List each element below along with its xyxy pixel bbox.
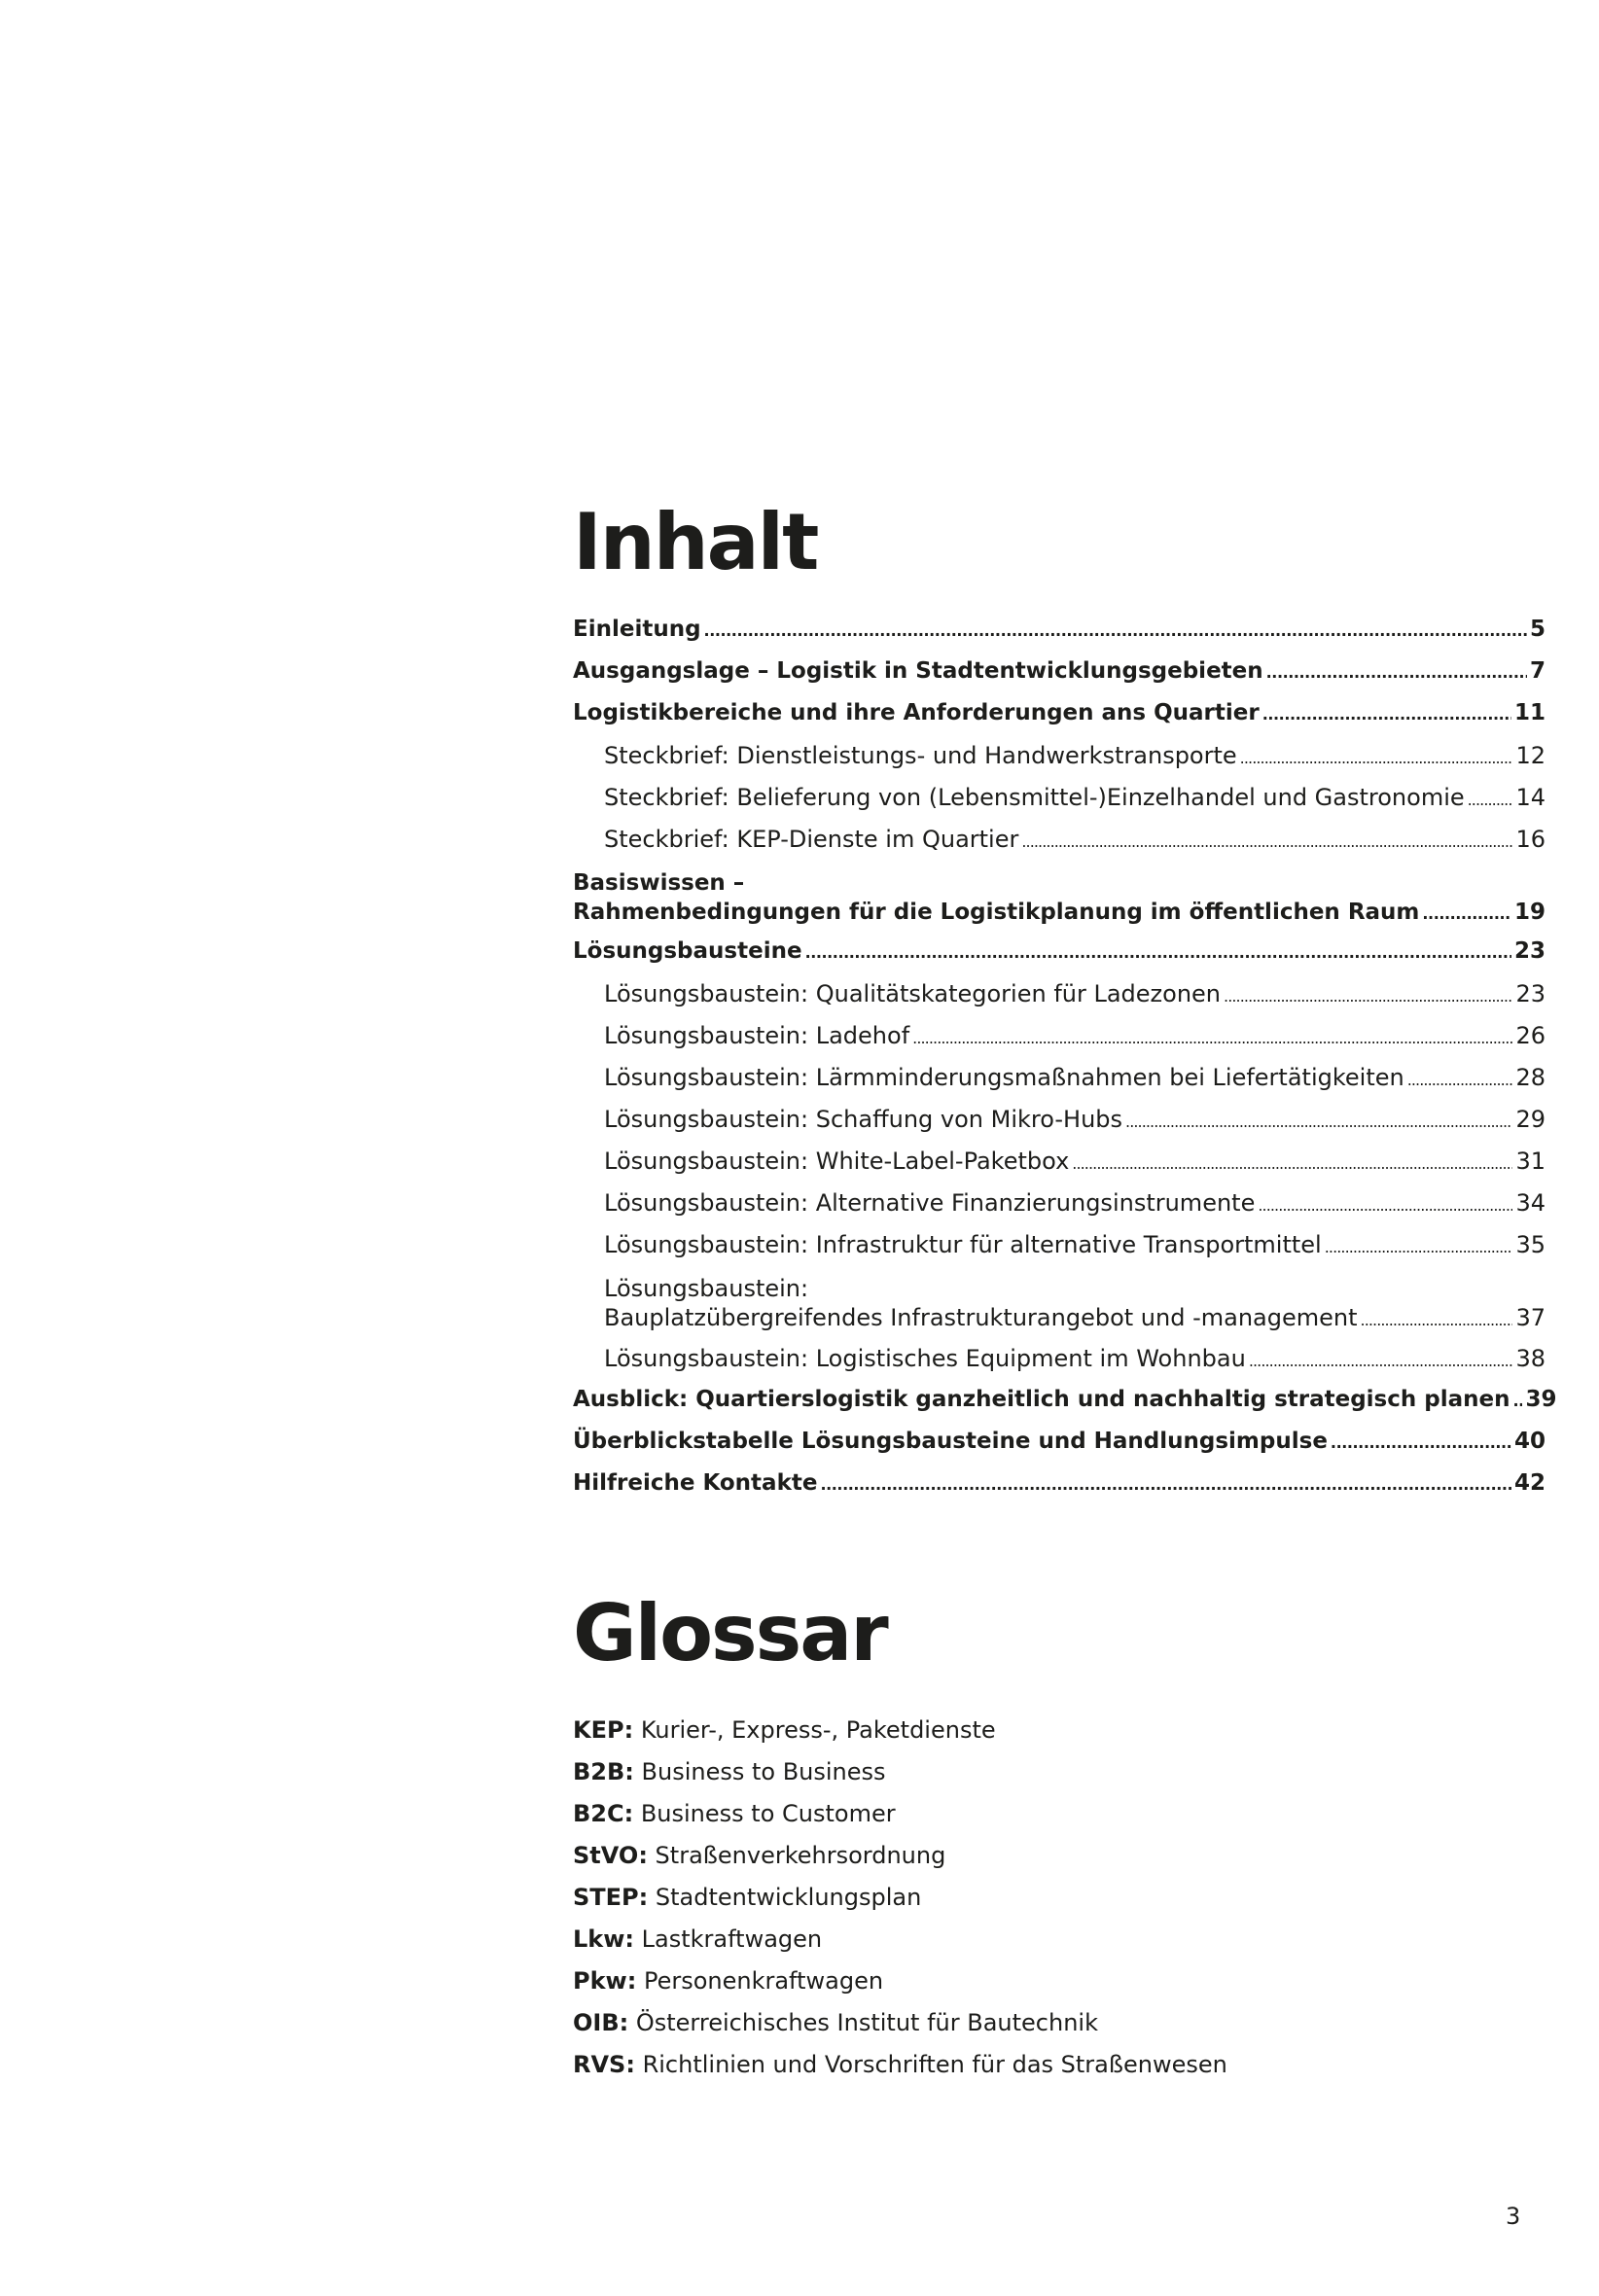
glossary-item xyxy=(573,2044,1227,2086)
leader-dots xyxy=(1325,1231,1513,1258)
toc-entry-ueberblickstabelle[interactable] xyxy=(573,1429,1546,1470)
glossar-title: Glossar xyxy=(573,1588,887,1678)
toc-entry-page: 42 xyxy=(1513,1470,1546,1496)
toc-entry-page: 38 xyxy=(1515,1345,1546,1372)
leader-dots xyxy=(1266,658,1527,684)
toc-entry-page: 19 xyxy=(1513,900,1546,925)
glossary-text: Personenkraftwagen xyxy=(636,1967,884,1995)
leader-dots xyxy=(1331,1429,1511,1454)
glossary-abbr: STEP: xyxy=(573,1884,649,1911)
toc-entry-label: Lösungsbaustein: Logistisches Equipment im Wohnbau xyxy=(604,1345,1246,1372)
glossary-list xyxy=(573,1710,1227,2086)
toc-entry-label: Lösungsbaustein: Lärmminderungsmaßnahmen bei Liefertätigkeiten xyxy=(604,1064,1404,1091)
leader-dots xyxy=(1072,1148,1512,1175)
toc-entry-page: 40 xyxy=(1513,1429,1546,1454)
toc-entry-page: 34 xyxy=(1515,1189,1546,1217)
leader-dots xyxy=(1249,1345,1513,1372)
toc-entry-page: 12 xyxy=(1515,742,1546,769)
glossary-item xyxy=(573,1710,1227,1751)
toc-entry-page: 7 xyxy=(1529,658,1546,684)
toc-entry-page: 11 xyxy=(1513,700,1546,725)
glossary-text: Business to Customer xyxy=(633,1800,896,1827)
toc-entry-page: 28 xyxy=(1515,1064,1546,1091)
toc-entry-ausgangslage[interactable] xyxy=(573,658,1546,700)
glossary-item xyxy=(573,1835,1227,1877)
toc-title: Inhalt xyxy=(573,497,818,587)
toc-entry-basiswissen[interactable] xyxy=(573,867,1546,938)
toc-entry-page: 35 xyxy=(1515,1231,1546,1258)
leader-dots xyxy=(1125,1106,1512,1133)
glossary-abbr: B2B: xyxy=(573,1758,634,1785)
glossary-text: Business to Business xyxy=(633,1758,886,1785)
toc-entry-page: 37 xyxy=(1515,1304,1546,1331)
leader-dots xyxy=(704,617,1527,642)
leader-dots xyxy=(1258,1189,1512,1217)
leader-dots xyxy=(912,1022,1512,1049)
toc-entry-label: Steckbrief: Dienstleistungs- und Handwerkstransporte xyxy=(604,742,1237,769)
toc-entry-page: 26 xyxy=(1515,1022,1546,1049)
toc-entry-paketbox[interactable] xyxy=(573,1148,1546,1189)
toc-entry-transportmittel[interactable] xyxy=(573,1231,1546,1273)
glossary-text: Lastkraftwagen xyxy=(634,1925,823,1953)
glossary-item xyxy=(573,1793,1227,1835)
toc-entry-page: 23 xyxy=(1513,938,1546,964)
toc-entry-label: Logistikbereiche und ihre Anforderungen ans Quartier xyxy=(573,700,1260,725)
glossary-item xyxy=(573,1877,1227,1919)
glossary-item xyxy=(573,1960,1227,2002)
glossary-abbr: RVS: xyxy=(573,2051,635,2078)
leader-dots xyxy=(1240,742,1513,769)
toc-entry-loesungsbausteine[interactable] xyxy=(573,938,1546,980)
toc-entry-label: Steckbrief: Belieferung von (Lebensmittel-)Einzelhandel und Gastronomie xyxy=(604,784,1465,811)
leader-dots xyxy=(1262,700,1511,725)
leader-dots xyxy=(1422,898,1511,929)
toc-entry-finanzierung[interactable] xyxy=(573,1189,1546,1231)
glossary-text: Straßenverkehrsordnung xyxy=(647,1842,946,1869)
glossary-abbr: Pkw: xyxy=(573,1967,637,1995)
toc-entry-einleitung[interactable] xyxy=(573,617,1546,658)
glossary-text: Kurier-, Express-, Paketdienste xyxy=(633,1716,996,1744)
page-number: 3 xyxy=(1506,2203,1521,2230)
toc-entry-page: 5 xyxy=(1529,617,1546,642)
toc-entry-label: Hilfreiche Kontakte xyxy=(573,1470,818,1496)
toc-entry-ausblick[interactable] xyxy=(573,1387,1557,1429)
toc-entry-label: Lösungsbaustein: Schaffung von Mikro-Hubs xyxy=(604,1106,1123,1133)
toc-entry-label: Lösungsbaustein: Alternative Finanzierungsinstrumente xyxy=(604,1189,1256,1217)
glossary-item xyxy=(573,1919,1227,1960)
toc-entry-steckbrief-kep[interactable] xyxy=(573,826,1546,867)
toc-entry-ladezonen[interactable] xyxy=(573,980,1546,1022)
toc-entry-laermminderung[interactable] xyxy=(573,1064,1546,1106)
leader-dots xyxy=(1468,784,1513,811)
table-of-contents xyxy=(573,617,1557,1512)
toc-entry-label-line2: Bauplatzübergreifendes Infrastrukturangebot und -management xyxy=(604,1304,1358,1331)
toc-entry-mikro-hubs[interactable] xyxy=(573,1106,1546,1148)
glossary-text: Stadtentwicklungsplan xyxy=(648,1884,922,1911)
leader-dots xyxy=(1512,1387,1522,1412)
toc-entry-label: Lösungsbaustein: Infrastruktur für alternative Transportmittel xyxy=(604,1231,1322,1258)
toc-entry-label-line1: Lösungsbaustein: xyxy=(604,1275,809,1302)
toc-entry-label: Lösungsbaustein: Ladehof xyxy=(604,1022,910,1049)
toc-entry-page: 16 xyxy=(1515,826,1546,853)
toc-entry-label: Lösungsbaustein: Qualitätskategorien für Ladezonen xyxy=(604,980,1222,1007)
glossary-abbr: StVO: xyxy=(573,1842,648,1869)
toc-entry-page: 23 xyxy=(1515,980,1546,1007)
toc-entry-label: Steckbrief: KEP-Dienste im Quartier xyxy=(604,826,1019,853)
leader-dots xyxy=(805,938,1511,964)
toc-entry-page: 14 xyxy=(1515,784,1546,811)
glossary-text: Österreichisches Institut für Bautechnik xyxy=(628,2009,1098,2036)
toc-entry-label-line2: Rahmenbedingungen für die Logistikplanung im öffentlichen Raum xyxy=(573,900,1420,925)
toc-entry-bauplatz[interactable] xyxy=(573,1273,1546,1345)
toc-entry-page: 31 xyxy=(1515,1148,1546,1175)
toc-entry-label: Lösungsbausteine xyxy=(573,938,802,964)
glossary-abbr: B2C: xyxy=(573,1800,634,1827)
leader-dots xyxy=(1021,826,1512,853)
toc-entry-equipment[interactable] xyxy=(573,1345,1546,1387)
glossary-abbr: OIB: xyxy=(573,2009,629,2036)
toc-entry-label: Einleitung xyxy=(573,617,701,642)
toc-entry-label-line1: Basiswissen – xyxy=(573,870,745,896)
leader-dots xyxy=(1224,980,1512,1007)
toc-entry-page: 29 xyxy=(1515,1106,1546,1133)
toc-entry-label: Lösungsbaustein: White-Label-Paketbox xyxy=(604,1148,1070,1175)
glossary-item xyxy=(573,2002,1227,2044)
glossary-item xyxy=(573,1751,1227,1793)
toc-entry-ladehof[interactable] xyxy=(573,1022,1546,1064)
toc-entry-page: 39 xyxy=(1525,1387,1557,1412)
leader-dots xyxy=(1407,1064,1513,1091)
toc-entry-label: Überblickstabelle Lösungsbausteine und Handlungsimpulse xyxy=(573,1429,1328,1454)
glossary-abbr: Lkw: xyxy=(573,1925,635,1953)
toc-entry-steckbrief-einzelhandel[interactable] xyxy=(573,784,1546,826)
leader-dots xyxy=(820,1470,1511,1496)
toc-entry-kontakte[interactable] xyxy=(573,1470,1546,1512)
glossary-text: Richtlinien und Vorschriften für das Straßenwesen xyxy=(634,2051,1227,2078)
toc-entry-logistikbereiche[interactable] xyxy=(573,700,1546,742)
toc-entry-label: Ausgangslage – Logistik in Stadtentwicklungsgebieten xyxy=(573,658,1263,684)
leader-dots xyxy=(1361,1303,1513,1335)
toc-entry-label: Ausblick: Quartierslogistik ganzheitlich und nachhaltig strategisch planen xyxy=(573,1387,1510,1412)
toc-entry-steckbrief-dienstleistung[interactable] xyxy=(573,742,1546,784)
glossary-abbr: KEP: xyxy=(573,1716,634,1744)
